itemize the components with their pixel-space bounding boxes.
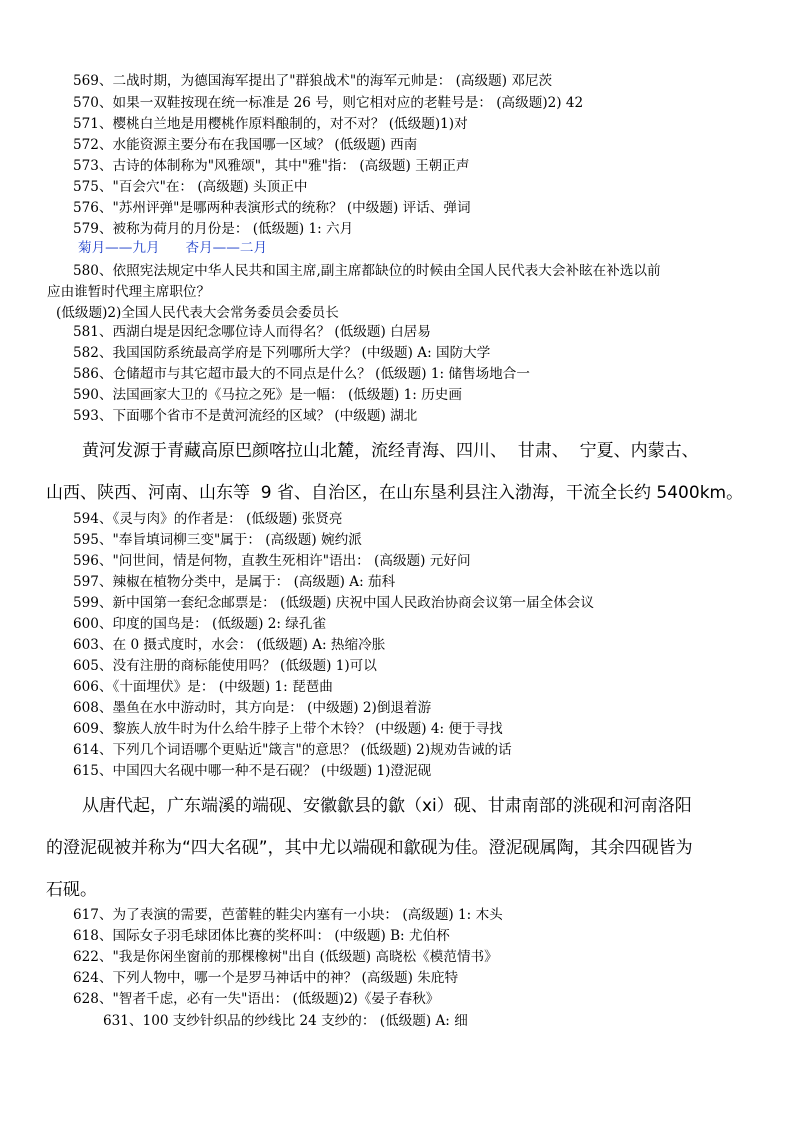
question-576: 576、"苏州评弹"是哪两种表演形式的统称？ (中级题) 评话、弹词 — [73, 200, 471, 216]
question-615: 615、中国四大名砚中哪一种不是石砚？ (中级题) 1)澄泥砚 — [73, 763, 432, 779]
question-624: 624、下列人物中，哪一个是罗马神话中的神？ (高级题) 朱庇特 — [73, 970, 459, 986]
question-580-line2: 应由谁暂时代理主席职位？ — [47, 284, 211, 300]
question-581: 581、西湖白堤是因纪念哪位诗人而得名？ (低级题) 白居易 — [73, 324, 431, 340]
question-580-answer: (低级题)2)全国人民代表大会常务委员会委员长 — [56, 305, 339, 321]
question-590: 590、法国画家大卫的《马拉之死》是一幅： (低级题) 1: 历史画 — [73, 387, 462, 403]
question-595: 595、"奉旨填词柳三变"属于： (高级题) 婉约派 — [73, 532, 362, 548]
question-622: 622、"我是你闲坐窗前的那棵橡树"出自 (低级题) 高晓松《模范情书》 — [73, 949, 498, 965]
question-608: 608、墨鱼在水中游动时，其方向是： (中级题) 2)倒退着游 — [73, 700, 432, 716]
paragraph-inkstone-line1: 从唐代起，广东端溪的端砚、安徽歙县的歙（xi）砚、甘肃南部的洮砚和河南洛阳 — [82, 796, 692, 816]
question-605: 605、没有注册的商标能使用吗？ (低级题) 1)可以 — [73, 658, 377, 674]
question-628: 628、"智者千虑，必有一失"语出： (低级题)2)《晏子春秋》 — [73, 991, 440, 1007]
paragraph-yellow-river-line2: 山西、陕西、河南、山东等 9 省、自治区，在山东垦利县注入渤海，干流全长约 5400km。 — [46, 483, 744, 503]
question-573: 573、古诗的体制称为"风雅颂"，其中"雅"指： (高级题) 王朝正声 — [73, 158, 470, 174]
question-580-line1: 580、依照宪法规定中华人民共和国主席,副主席都缺位的时候由全国人民代表大会补眩在补选以前 — [73, 263, 661, 279]
question-569: 569、二战时期，为德国海军提出了"群狼战术"的海军元帅是： (高级题) 邓尼茨 — [73, 73, 553, 89]
question-631: 631、100 支纱针织品的纱线比 24 支纱的： (低级题) A: 细 — [103, 1013, 468, 1029]
paragraph-yellow-river-line1: 黄河发源于青藏高原巴颜喀拉山北麓，流经青海、四川、 甘肃、 宁夏、内蒙古、 — [82, 441, 699, 461]
question-586: 586、仓储超市与其它超市最大的不同点是什么？ (低级题) 1: 储售场地合一 — [73, 366, 530, 382]
paragraph-inkstone-line2: 的澄泥砚被并称为“四大名砚”，其中尤以端砚和歙砚为佳。澄泥砚属陶，其余四砚皆为 — [46, 838, 693, 858]
question-617: 617、为了表演的需要，芭蕾鞋的鞋尖内塞有一小块： (高级题) 1: 木头 — [73, 907, 503, 923]
question-618: 618、国际女子羽毛球团体比赛的奖杯叫： (中级题) B: 尤伯杯 — [73, 928, 450, 944]
question-606: 606、《十面埋伏》是： (中级题) 1: 琵琶曲 — [73, 679, 333, 695]
question-571: 571、樱桃白兰地是用樱桃作原料酿制的，对不对？ (低级题)1)对 — [73, 116, 468, 132]
month-names-note: 菊月——九月 杏月——二月 — [78, 240, 268, 256]
paragraph-inkstone-line3: 石砚。 — [46, 880, 97, 900]
question-582: 582、我国国防系统最高学府是下列哪所大学？ (中级题) A: 国防大学 — [73, 345, 491, 361]
question-603: 603、在 0 摄式度时，水会： (低级题) A: 热缩冷胀 — [73, 637, 386, 653]
question-594: 594、《灵与肉》的作者是： (低级题) 张贤亮 — [73, 511, 343, 527]
question-614: 614、下列几个词语哪个更贴近"箴言"的意思？ (低级题) 2)规劝告诫的话 — [73, 742, 512, 758]
question-579: 579、被称为荷月的月份是： (低级题) 1: 六月 — [73, 221, 354, 237]
question-593: 593、下面哪个省市不是黄河流经的区域？ (中级题) 湖北 — [73, 408, 418, 424]
question-570: 570、如果一双鞋按现在统一标准是 26 号，则它相对应的老鞋号是： (高级题)2) 42 — [73, 95, 584, 111]
question-572: 572、水能资源主要分布在我国哪一区域？ (低级题) 西南 — [73, 137, 418, 153]
question-600: 600、印度的国鸟是： (低级题) 2: 绿孔雀 — [73, 616, 327, 632]
question-596: 596、"问世间，情是何物，直教生死相许"语出： (高级题) 元好问 — [73, 553, 471, 569]
question-575: 575、"百会穴"在： (高级题) 头顶正中 — [73, 179, 308, 195]
question-609: 609、黎族人放牛时为什么给牛脖子上带个木铃？ (中级题) 4: 便于寻找 — [73, 721, 503, 737]
question-597: 597、辣椒在植物分类中，是属于： (高级题) A: 茄科 — [73, 574, 396, 590]
question-599: 599、新中国第一套纪念邮票是： (低级题) 庆祝中国人民政治协商会议第一届全体会议 — [73, 595, 594, 611]
